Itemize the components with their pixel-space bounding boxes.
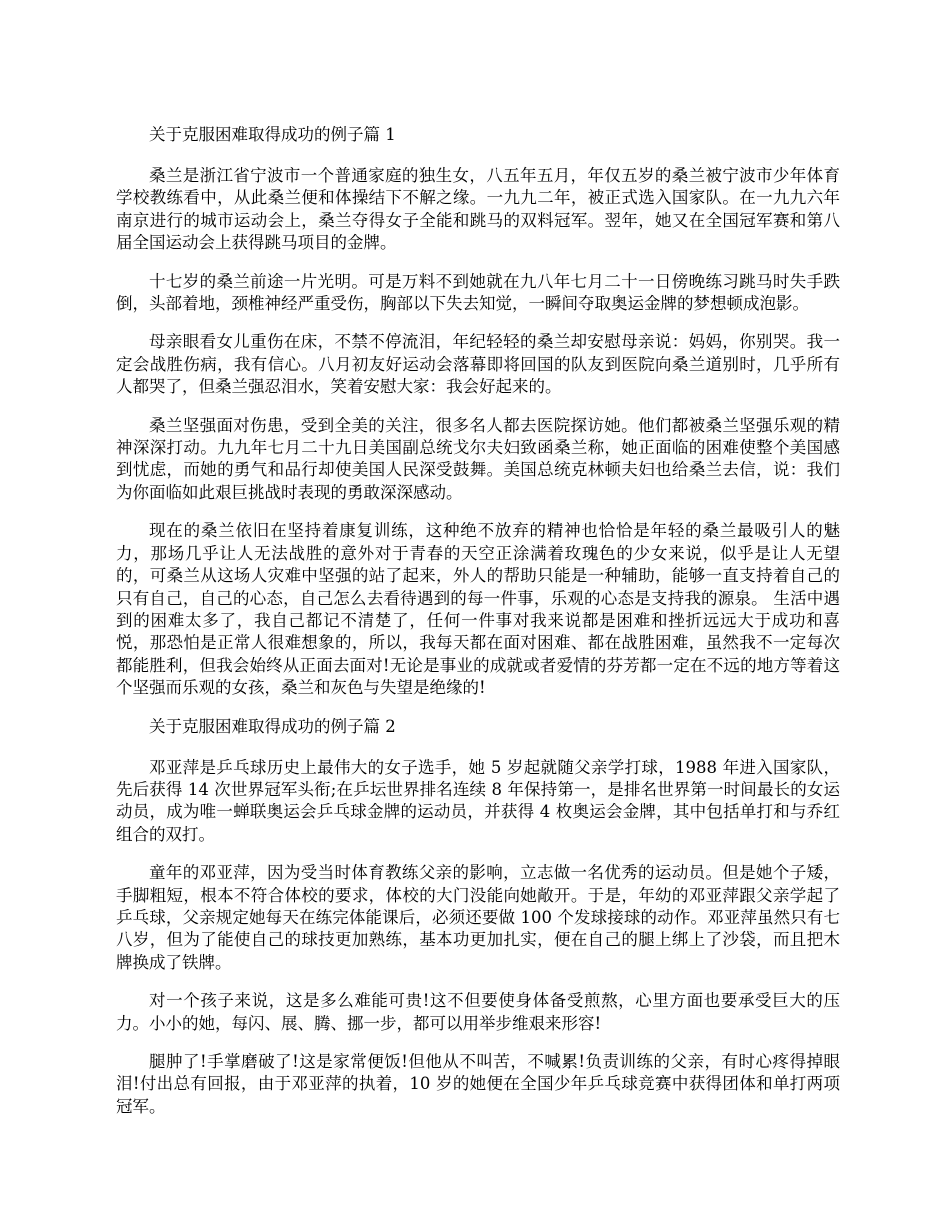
paragraph: 桑兰是浙江省宁波市一个普通家庭的独生女，八五年五月，年仅五岁的桑兰被宁波市少年体育学校教练看中，从此桑兰便和体操结下不解之缘。一九九二年，被正式选入国家队。在一九九六年南京进行的城市运动会上，桑兰夺得女子全能和跳马的双料冠军。翌年，她又在全国冠军赛和第八届全国运动会上获得跳马项目的金牌。 — [116, 166, 840, 253]
paragraph: 母亲眼看女儿重伤在床，不禁不停流泪，年纪轻轻的桑兰却安慰母亲说：妈妈，你别哭。我一定会战胜伤病，我有信心。八月初友好运动会落幕即将回国的队友到医院向桑兰道别时，几乎所有人都哭了，但桑兰强忍泪水，笑着安慰大家：我会好起来的。 — [116, 332, 840, 397]
paragraph: 对一个孩子来说，这是多么难能可贵!这不但要使身体备受煎熬，心里方面也要承受巨大的压力。小小的她，每闪、展、腾、挪一步，都可以用举步维艰来形容! — [116, 991, 840, 1033]
paragraph: 邓亚萍是乒乓球历史上最伟大的女子选手，她 5 岁起就随父亲学打球，1988 年进入国家队，先后获得 14 次世界冠军头衔;在乒坛世界排名连续 8 年保持第一，是排名世界第一时间最长的女运动员，成为唯一蝉联奥运会乒乓球金牌的运动员，并获得 4 枚奥运会金牌，其中包括单打和与乔红组合的双打。 — [116, 757, 840, 844]
paragraph: 腿肿了!手掌磨破了!这是家常便饭!但他从不叫苦，不喊累!负责训练的父亲，有时心疼得掉眼泪!付出总有回报，由于邓亚萍的执着，10 岁的她便在全国少年乒乓球竞赛中获得团体和单打两项冠军。 — [116, 1052, 840, 1116]
section-title: 关于克服困难取得成功的例子篇 1 — [149, 125, 396, 144]
section-title: 关于克服困难取得成功的例子篇 2 — [149, 716, 396, 736]
paragraph: 桑兰坚强面对伤患，受到全美的关注，很多名人都去医院探访她。他们都被桑兰坚强乐观的精神深深打动。九九年七月二十九日美国副总统戈尔夫妇致函桑兰称，她正面临的困难使整个美国感到忧虑，而她的勇气和品行却使美国人民深受鼓舞。美国总统克林顿夫妇也给桑兰去信，说：我们为你面临如此艰巨挑战时表现的勇敢深深感动。 — [116, 415, 840, 502]
paragraph: 现在的桑兰依旧在坚持着康复训练，这种绝不放弃的精神也恰恰是年轻的桑兰最吸引人的魅力，那场几乎让人无法战胜的意外对于青春的天空正涂满着玫瑰色的少女来说，似乎是让人无望的，可桑兰从这场人灾难中坚强的站了起来，外人的帮助只能是一种辅助，能够一直支持着自己的只有自己，自己的心态，自己怎么去看待遇到的每一件事，乐观的心态是支持我的源泉。 生活中遇到的困难太多了，我自己都记不清楚了，任何一件事对我来说都是困难和挫折远远大于成功和喜悦，那恐怕是正常人很难想象的，所以，我每天都在面对困难、都在战胜困难，虽然我不一定每次都能胜利，但我会始终从正面去面对!无论是事业的成就或者爱情的芬芳都一定在不远的地方等着这个坚强而乐观的女孩，桑兰和灰色与失望是绝缘的! — [116, 521, 840, 698]
paragraph: 十七岁的桑兰前途一片光明。可是万料不到她就在九八年七月二十一日傍晚练习跳马时失手跌倒，头部着地，颈椎神经严重受伤，胸部以下失去知觉，一瞬间夺取奥运金牌的梦想顿成泡影。 — [116, 271, 840, 314]
paragraph: 童年的邓亚萍，因为受当时体育教练父亲的影响，立志做一名优秀的运动员。但是她个子矮，手脚粗短，根本不符合体校的要求，体校的大门没能向她敞开。于是，年幼的邓亚萍跟父亲学起了乒乓球，父亲规定她每天在练完体能课后，必须还要做 100 个发球接球的动作。邓亚萍虽然只有七八岁，但为了能使自己的球技更加熟练，基本功更加扎实，便在自己的腿上绑上了沙袋，而且把木牌换成了铁牌。 — [116, 863, 840, 972]
document-page — [116, 124, 840, 1134]
